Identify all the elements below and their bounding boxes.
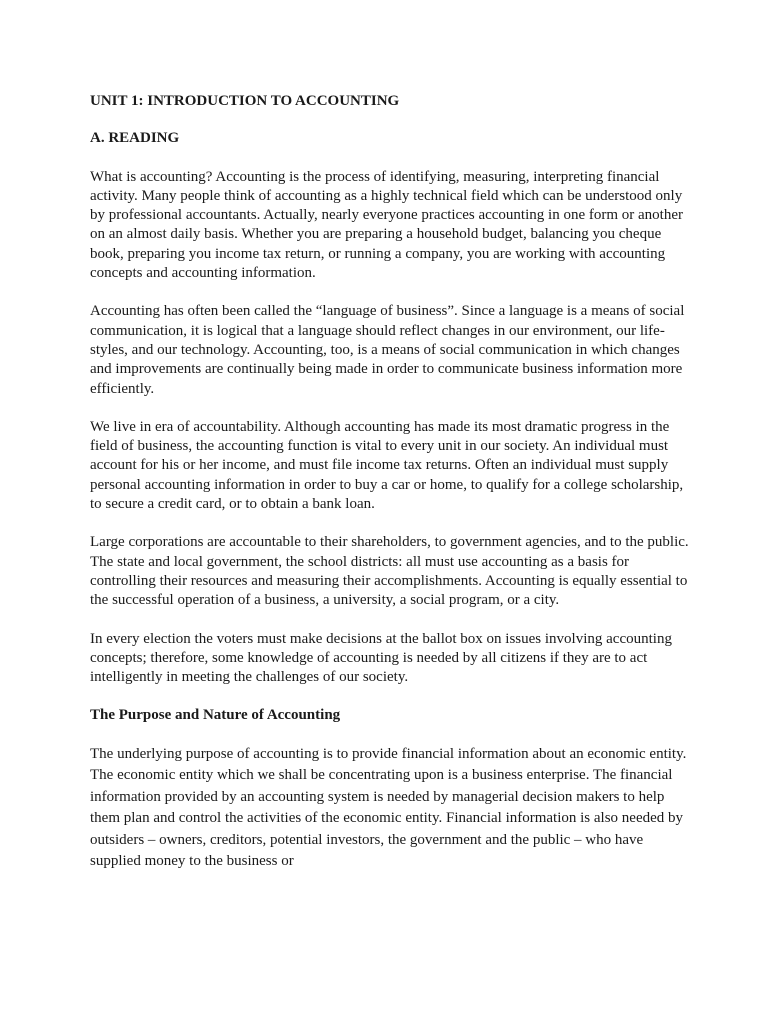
subheading-purpose-and-nature: The Purpose and Nature of Accounting <box>90 707 341 724</box>
paragraph-what-is-accounting: What is accounting? Accounting is the process of identifying, measuring, interpreting financial activity. Many people think of accounting as a highly technical field which can be understood only by professional accountants. Actually, nearly everyone practices accounting in one form or another on an almost daily basis. Whether you are preparing a household budget, balancing you cheque book, preparing you income tax return, or running a company, you are working with accounting concepts and accounting information. <box>90 168 683 282</box>
section-title: A. READING <box>90 130 180 147</box>
paragraph-era-of-accountability: We live in era of accountability. Although accounting has made its most dramatic progress in the field of business, the accounting function is vital to every unit in our society. An individual must account for his or her income, and must file income tax returns. Often an individual must supply personal accounting information in order to buy a car or home, to qualify for a college scholarship, to secure a credit card, or to obtain a bank loan. <box>90 418 684 513</box>
paragraph-large-corporations: Large corporations are accountable to their shareholders, to government agencies, and to the public. The state and local government, the school districts: all must use accounting as a basis for controlling their resources and measuring their accomplishments. Accounting is equally essential to the successful operation of a business, a university, a social program, or a city. <box>90 534 689 609</box>
paragraph-every-election: In every election the voters must make decisions at the ballot box on issues involving accounting concepts; therefore, some knowledge of accounting is needed by all citizens if they are to act intelligently in meeting the challenges of our society. <box>90 630 672 686</box>
paragraph-language-of-business: Accounting has often been called the “language of business”. Since a language is a means of social communication, it is logical that a language should reflect changes in our environment, our life-styles, and our technology. Accounting, too, is a means of social communication in which changes and improvements are continually being made in order to communicate business information more efficiently. <box>90 303 685 397</box>
unit-title: UNIT 1: INTRODUCTION TO ACCOUNTING <box>90 93 400 109</box>
document-page <box>90 92 690 873</box>
paragraph-underlying-purpose: The underlying purpose of accounting is to provide financial information about an economic entity. The economic entity which we shall be concentrating upon is a business enterprise. The financial information provided by an accounting system is needed by managerial decision makers to help them plan and control the activities of the economic entity. Financial information is also needed by outsiders – owners, creditors, potential investors, the government and the public – who have supplied money to the business or <box>90 745 687 870</box>
